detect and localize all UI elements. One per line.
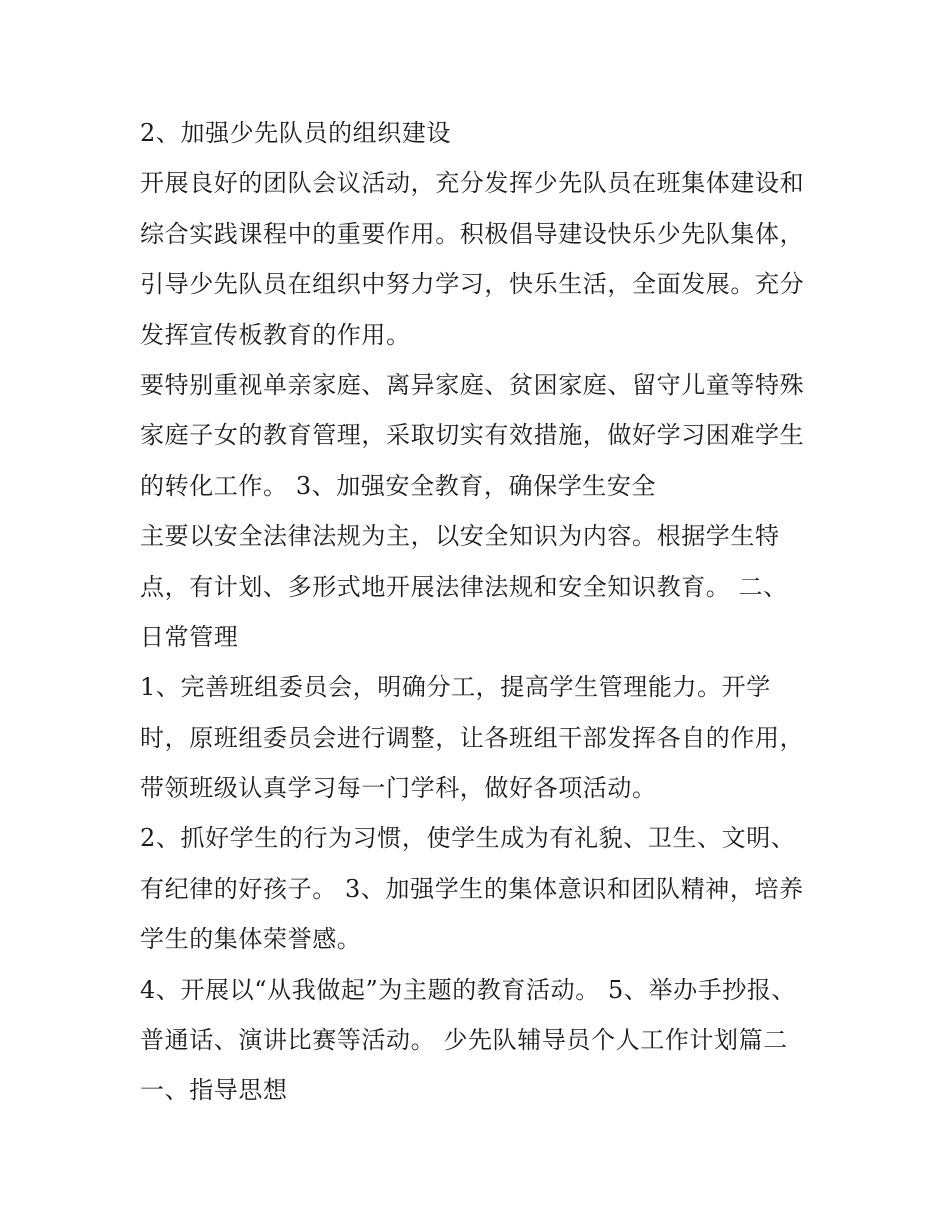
text-line: 的转化工作。 3、加强安全教育，确保学生安全 — [140, 471, 657, 500]
text-line: 开展良好的团队会议活动，充分发挥少先队员在班集体建设和 — [140, 169, 805, 198]
text-line: 2、抓好学生的行为习惯，使学生成为有礼貌、卫生、文明、 — [140, 824, 796, 853]
text-line: 一、指导思想 — [140, 1076, 288, 1105]
text-line: 家庭子女的教育管理，采取切实有效措施，做好学习困难学生 — [140, 421, 805, 450]
text-line: 发挥宣传板教育的作用。 — [140, 320, 411, 349]
text-line: 引导少先队员在组织中努力学习，快乐生活，全面发展。充分 — [140, 270, 805, 299]
text-line: 综合实践课程中的重要作用。积极倡导建设快乐少先队集体， — [140, 219, 805, 248]
text-line: 4、开展以“从我做起”为主题的教育活动。 5、举办手抄报、 — [140, 975, 797, 1004]
text-line: 学生的集体荣誉感。 — [140, 925, 362, 954]
text-line: 时，原班组委员会进行调整，让各班组干部发挥各自的作用， — [140, 723, 805, 752]
text-line: 有纪律的好孩子。 3、加强学生的集体意识和团队精神，培养 — [140, 874, 804, 903]
text-line: 点，有计划、多形式地开展法律法规和安全知识教育。 二、 — [140, 572, 788, 601]
text-line: 2、加强少先队员的组织建设 — [140, 119, 452, 147]
text-line: 1、完善班组委员会，明确分工，提高学生管理能力。开学 — [140, 673, 771, 702]
text-line: 带领班级认真学习每一门学科，做好各项活动。 — [140, 774, 657, 803]
body-text — [140, 108, 830, 1116]
text-line: 日常管理 — [140, 622, 239, 651]
text-line: 要特别重视单亲家庭、离异家庭、贫困家庭、留守儿童等特殊 — [140, 370, 805, 399]
text-line: 普通话、演讲比赛等活动。 少先队辅导员个人工作计划篇二 — [140, 1026, 788, 1055]
text-line: 主要以安全法律法规为主，以安全知识为内容。根据学生特 — [140, 522, 780, 551]
